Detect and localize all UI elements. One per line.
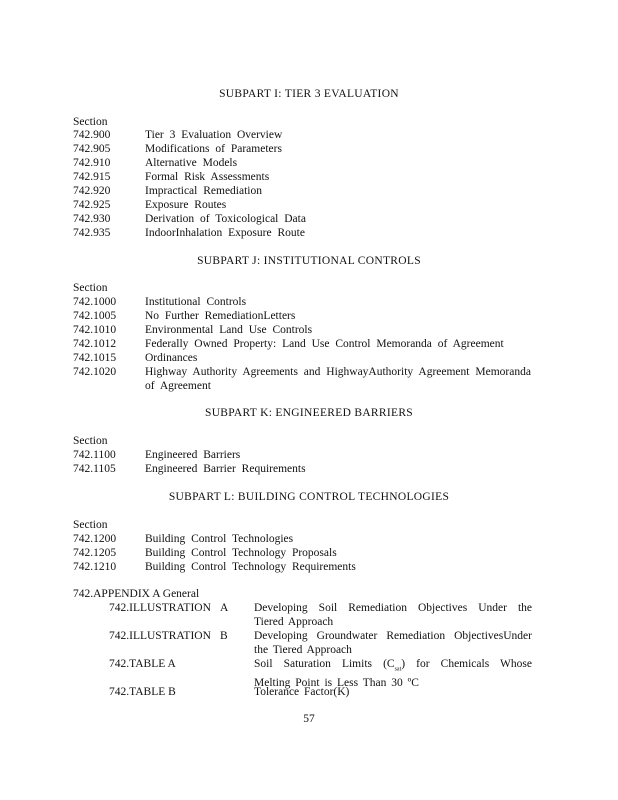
toc-row bbox=[73, 323, 553, 337]
title-part: ) for Chemicals Whose Melting Point is Less Than 30 ºC bbox=[254, 658, 532, 690]
appendix-item bbox=[0, 601, 618, 629]
subpart-l-heading: SUBPART L: BUILDING CONTROL TECHNOLOGIES bbox=[168, 491, 450, 503]
section-number: 742.935 bbox=[73, 227, 111, 239]
section-number: 742.1205 bbox=[73, 547, 117, 559]
section-title: Institutional Controls bbox=[145, 296, 247, 308]
toc-row bbox=[73, 309, 553, 323]
section-title: Ordinances bbox=[145, 352, 198, 364]
section-title: Alternative Models bbox=[145, 157, 238, 169]
section-title: Formal Risk Assessments bbox=[145, 171, 270, 183]
section-number: 742.1100 bbox=[73, 449, 116, 461]
toc-row bbox=[73, 156, 553, 170]
section-label: Section bbox=[73, 519, 108, 531]
toc-row bbox=[73, 184, 553, 198]
section-title: No Further RemediationLetters bbox=[145, 310, 296, 322]
toc-row bbox=[73, 365, 553, 379]
section-label: Section bbox=[73, 282, 108, 294]
section-title: Engineered Barriers bbox=[145, 449, 241, 461]
section-label: Section bbox=[73, 116, 108, 128]
section-number: 742.925 bbox=[73, 199, 111, 211]
section-number: 742.930 bbox=[73, 213, 111, 225]
toc-row bbox=[73, 128, 553, 142]
toc-row bbox=[73, 295, 553, 309]
section-title: Modifications of Parameters bbox=[145, 143, 282, 155]
appendix-item bbox=[0, 657, 618, 690]
title-part: Soil Saturation Limits (C bbox=[254, 658, 395, 670]
appendix-item-letter: A bbox=[220, 602, 229, 614]
section-title: Building Control Technology Proposals bbox=[145, 547, 337, 559]
page-number: 57 bbox=[303, 713, 315, 725]
toc-row bbox=[73, 448, 553, 462]
toc-row bbox=[73, 532, 553, 546]
appendix-item-label: 742.TABLE A bbox=[109, 658, 176, 670]
toc-row bbox=[73, 170, 553, 184]
appendix-item-title: Developing Soil Remediation Objectives Under the Tiered Approach bbox=[254, 602, 532, 628]
section-title: Building Control Technology Requirements bbox=[145, 561, 356, 573]
appendix-item-label: 742.TABLE B bbox=[109, 686, 176, 698]
section-title-continuation: of Agreement bbox=[145, 380, 211, 392]
section-number: 742.910 bbox=[73, 157, 111, 169]
section-title: Derivation of Toxicological Data bbox=[145, 213, 306, 225]
section-number: 742.905 bbox=[73, 143, 111, 155]
section-title: Federally Owned Property: Land Use Control Memoranda of Agreement bbox=[145, 338, 504, 350]
toc-row bbox=[73, 212, 553, 226]
toc-row bbox=[73, 226, 553, 240]
toc-row bbox=[73, 560, 553, 574]
appendix-item bbox=[0, 629, 618, 657]
section-title: Building Control Technologies bbox=[145, 533, 294, 545]
toc-row bbox=[73, 337, 553, 351]
subscript-sat: sat bbox=[394, 666, 402, 673]
appendix-item-title: Developing Groundwater Remediation ObjectivesUnder the Tiered Approach bbox=[254, 630, 532, 656]
appendix-item-label: 742.ILLUSTRATION bbox=[109, 630, 211, 642]
section-number: 742.1015 bbox=[73, 352, 117, 364]
section-number: 742.1200 bbox=[73, 533, 117, 545]
toc-row bbox=[73, 546, 553, 560]
section-number: 742.1000 bbox=[73, 296, 117, 308]
section-number: 742.1020 bbox=[73, 366, 117, 378]
toc-row bbox=[73, 462, 553, 476]
toc-row bbox=[73, 142, 553, 156]
toc-row bbox=[73, 351, 553, 365]
appendix-item-letter: B bbox=[220, 630, 228, 642]
section-number: 742.1105 bbox=[73, 463, 116, 475]
subpart-k-heading: SUBPART K: ENGINEERED BARRIERS bbox=[205, 407, 413, 419]
section-title: IndoorInhalation Exposure Route bbox=[145, 227, 305, 239]
section-title: Environmental Land Use Controls bbox=[145, 324, 313, 336]
subpart-j-heading: SUBPART J: INSTITUTIONAL CONTROLS bbox=[197, 255, 421, 267]
section-number: 742.1012 bbox=[73, 338, 117, 350]
section-number: 742.1010 bbox=[73, 324, 117, 336]
section-number: 742.915 bbox=[73, 171, 111, 183]
section-title: Exposure Routes bbox=[145, 199, 227, 211]
appendix-item-title: Tolerance Factor(K) bbox=[254, 686, 350, 698]
appendix-heading: 742.APPENDIX A General bbox=[73, 588, 200, 600]
section-title: Engineered Barrier Requirements bbox=[145, 463, 306, 475]
toc-row bbox=[73, 198, 553, 212]
section-number: 742.900 bbox=[73, 129, 111, 141]
appendix-item-label: 742.ILLUSTRATION bbox=[109, 602, 211, 614]
section-title: Highway Authority Agreements and HighwayAuthority Agreement Memoranda bbox=[145, 366, 531, 378]
section-number: 742.1005 bbox=[73, 310, 117, 322]
section-number: 742.920 bbox=[73, 185, 111, 197]
section-title: Impractical Remediation bbox=[145, 185, 262, 197]
appendix-item bbox=[0, 685, 618, 699]
section-label: Section bbox=[73, 435, 108, 447]
section-number: 742.1210 bbox=[73, 561, 117, 573]
section-title: Tier 3 Evaluation Overview bbox=[145, 129, 283, 141]
subpart-i-heading: SUBPART I: TIER 3 EVALUATION bbox=[219, 88, 399, 100]
